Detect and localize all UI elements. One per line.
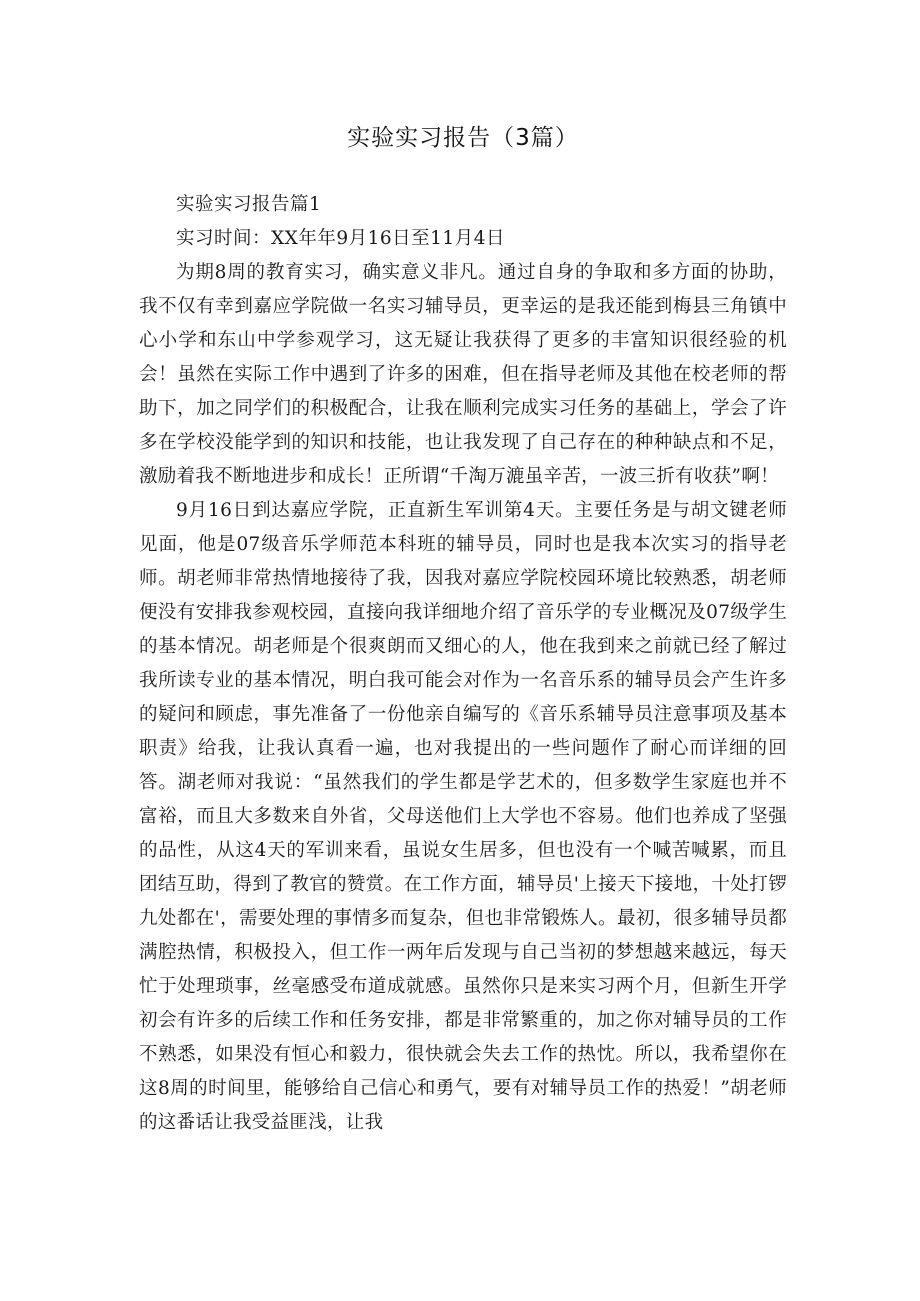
document-body bbox=[139, 188, 787, 1140]
internship-period: 实习时间：XX年年9月16日至11月4日 bbox=[176, 228, 505, 249]
paragraph-intro: 为期8周的教育实习，确实意义非凡。通过自身的争取和多方面的协助，我不仅有幸到嘉应学院做一名实习辅导员，更幸运的是我还能到梅县三角镇中心小学和东山中学参观学习，这无疑让我获得了更多的丰富知识很经验的机会！虽然在实际工作中遇到了许多的困难，但在指导老师及其他在校老师的帮助下，加之同学们的积极配合，让我在顺利完成实习任务的基础上，学会了许多在学校没能学到的知识和技能，也让我发现了自己存在的种种缺点和不足，激励着我不断地进步和成长！正所谓“千淘万漉虽辛苦，一波三折有收获”啊！ bbox=[139, 262, 787, 487]
paragraph-arrival: 9月16日到达嘉应学院，正直新生军训第4天。主要任务是与胡文键老师见面，他是07级音乐学师范本科班的辅导员，同时也是我本次实习的指导老师。胡老师非常热情地接待了我，因我对嘉应学院校园环境比较熟悉，胡老师便没有安排我参观校园，直接向我详细地介绍了音乐学的专业概况及07级学生的基本情况。胡老师是个很爽朗而又细心的人，他在我到来之前就已经了解过我所读专业的基本情况，明白我可能会对作为一名音乐系的辅导员会产生许多的疑问和顾虑，事先准备了一份他亲自编写的《音乐系辅导员注意事项及基本职责》给我，让我认真看一遍，也对我提出的一些问题作了耐心而详细的回答。湖老师对我说：“虽然我们的学生都是学艺术的，但多数学生家庭也并不富裕，而且大多数来自外省，父母送他们上大学也不容易。他们也养成了坚强的品性，从这4天的军训来看，虽说女生居多，但也没有一个喊苦喊累，而且团结互助，得到了教官的赞赏。在工作方面，辅导员'上接天下接地，十处打锣九处都在'，需要处理的事情多而复杂，但也非常锻炼人。最初，很多辅导员都满腔热情，积极投入，但工作一两年后发现与自己当初的梦想越来越远，每天忙于处理琐事，丝毫感受布道成就感。虽然你只是来实习两个月，但新生开学初会有许多的后续工作和任务安排，都是非常繁重的，加之你对辅导员的工作不熟悉，如果没有恒心和毅力，很快就会失去工作的热忱。所以，我希望你在这8周的时间里，能够给自己信心和勇气，要有对辅导员工作的热爱！”胡老师的这番话让我受益匪浅，让我 bbox=[139, 500, 787, 1133]
section-heading: 实验实习报告篇1 bbox=[176, 194, 322, 215]
document-title: 实验实习报告（3篇） bbox=[347, 125, 579, 151]
